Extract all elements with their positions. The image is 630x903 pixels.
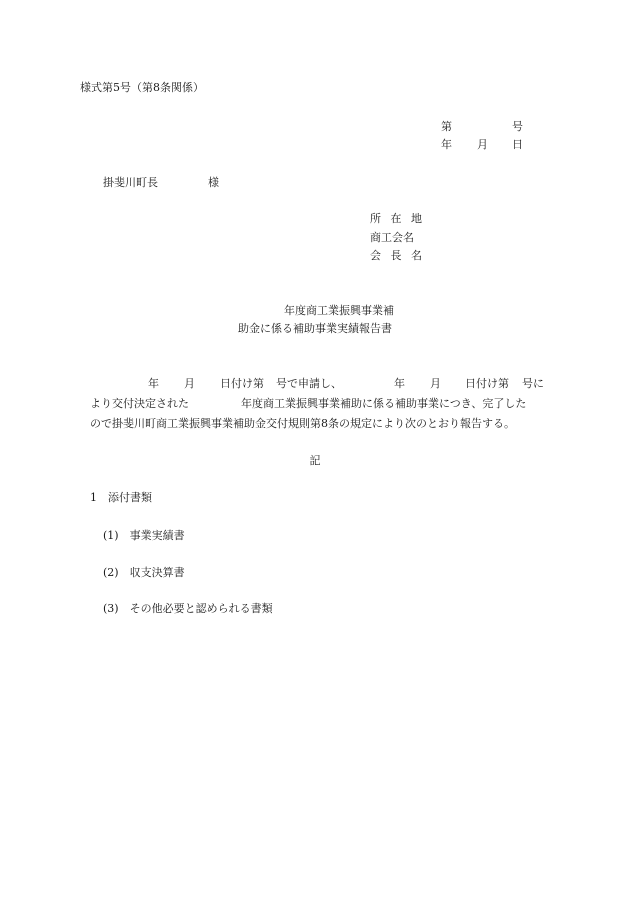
date-year-label: 年 <box>441 138 452 151</box>
sender-address-label: 所 在 地 <box>370 212 425 225</box>
body-l1-month: 月 <box>184 377 195 390</box>
reference-number-label: 第 <box>441 120 452 133</box>
sender-head-label: 会 長 名 <box>370 249 425 262</box>
reference-number-suffix: 号 <box>512 120 523 133</box>
body-line-3: ので掛斐川町商工業振興事業補助金交付規則第8条の規定により次のとおり報告する。 <box>90 417 515 430</box>
body-l1-year2: 年 <box>394 377 405 390</box>
document-title-line2: 助金に係る補助事業実績報告書 <box>238 322 392 335</box>
sender-org-label: 商工会名 <box>370 231 414 244</box>
attachment-item: (3) その他必要と認められる書類 <box>103 602 273 615</box>
attachment-item: (2) 収支決算書 <box>103 566 185 579</box>
body-l1-year: 年 <box>148 377 159 390</box>
body-l1-dated2: 日付け第 <box>465 377 509 390</box>
addressee-name: 掛斐川町長 <box>103 176 158 189</box>
document-title-line1: 年度商工業振興事業補 <box>284 304 394 317</box>
attachment-item: (1) 事業実績書 <box>103 529 185 542</box>
date-month-label: 月 <box>477 138 488 151</box>
body-l1-month2: 月 <box>430 377 441 390</box>
body-l2-rest: 年度商工業振興事業補助に係る補助事業につき、完了した <box>241 397 527 410</box>
date-day-label: 日 <box>512 138 523 151</box>
form-number: 様式第5号（第8条関係） <box>80 81 204 94</box>
addressee-honorific: 様 <box>208 176 219 189</box>
body-l1-end: 号に <box>522 377 544 390</box>
body-l1-dated: 日付け第 <box>220 377 264 390</box>
body-l1-applied: 号で申請し、 <box>276 377 342 390</box>
body-l2-start: より交付決定された <box>90 397 189 410</box>
attachments-heading: 1 添付書類 <box>90 491 152 504</box>
ki-heading: 記 <box>309 454 321 467</box>
